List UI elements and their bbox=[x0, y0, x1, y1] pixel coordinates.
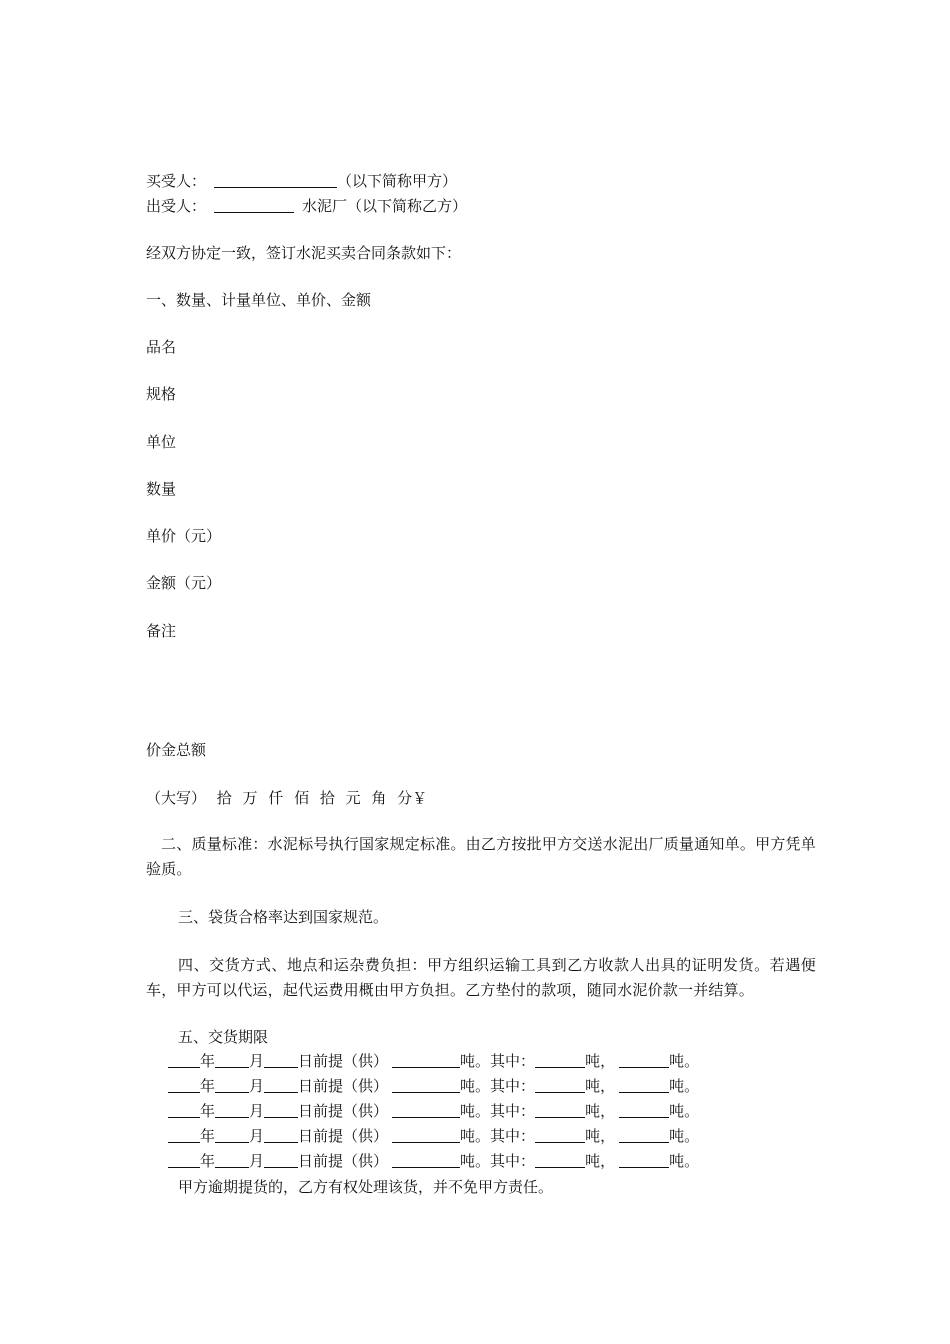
ton-part1-blank[interactable] bbox=[535, 1101, 585, 1118]
day-text: 日前提（供） bbox=[298, 1077, 389, 1095]
section3-bag-rate: 三、袋货合格率达到国家规范。 bbox=[178, 908, 389, 926]
ton-total-blank[interactable] bbox=[392, 1051, 460, 1068]
year-blank[interactable] bbox=[168, 1101, 200, 1118]
month-blank[interactable] bbox=[215, 1151, 249, 1168]
day-blank[interactable] bbox=[264, 1051, 298, 1068]
ton-total-blank[interactable] bbox=[392, 1126, 460, 1143]
day-blank[interactable] bbox=[264, 1126, 298, 1143]
ton-part1-blank[interactable] bbox=[535, 1126, 585, 1143]
field-quantity: 数量 bbox=[146, 480, 177, 498]
year-blank[interactable] bbox=[168, 1151, 200, 1168]
total-label: 价金总额 bbox=[146, 741, 207, 759]
buyer-label: 买受人： bbox=[146, 172, 207, 190]
day-text: 日前提（供） bbox=[298, 1052, 389, 1070]
ton-part2-blank[interactable] bbox=[619, 1126, 669, 1143]
year-label: 年 bbox=[200, 1152, 216, 1170]
field-unit-price: 单价（元） bbox=[146, 527, 222, 545]
ton-part2-blank[interactable] bbox=[619, 1151, 669, 1168]
ton-comma: 吨， bbox=[585, 1102, 616, 1120]
day-text: 日前提（供） bbox=[298, 1152, 389, 1170]
ton-text: 吨。其中： bbox=[460, 1102, 536, 1120]
day-blank[interactable] bbox=[264, 1101, 298, 1118]
buyer-name-blank[interactable] bbox=[214, 171, 337, 188]
ton-part1-blank[interactable] bbox=[535, 1051, 585, 1068]
ton-text: 吨。其中： bbox=[460, 1152, 536, 1170]
ton-part1-blank[interactable] bbox=[535, 1151, 585, 1168]
seller-line bbox=[146, 194, 467, 218]
day-blank[interactable] bbox=[264, 1076, 298, 1093]
day-blank[interactable] bbox=[264, 1151, 298, 1168]
ton-text: 吨。其中： bbox=[460, 1052, 536, 1070]
ton-total-blank[interactable] bbox=[392, 1076, 460, 1093]
day-text: 日前提（供） bbox=[298, 1127, 389, 1145]
ton-part2-blank[interactable] bbox=[619, 1076, 669, 1093]
field-remarks: 备注 bbox=[146, 622, 177, 640]
buyer-line bbox=[146, 169, 457, 193]
year-label: 年 bbox=[200, 1127, 216, 1145]
month-blank[interactable] bbox=[215, 1051, 249, 1068]
buyer-suffix: （以下简称甲方） bbox=[337, 172, 458, 190]
schedule-row bbox=[168, 1149, 699, 1173]
total-capital: （大写） 拾 万 仟 佰 拾 元 角 分￥ bbox=[146, 789, 428, 807]
ton-end: 吨。 bbox=[669, 1102, 700, 1120]
year-label: 年 bbox=[200, 1052, 216, 1070]
section4-delivery: 四、交货方式、地点和运杂费负担：甲方组织运输工具到乙方收款人出具的证明发货。若遇便车，甲方可以代运，起代运费用概由甲方负担。乙方垫付的款项，随同水泥价款一并结算。 bbox=[146, 956, 816, 999]
month-label: 月 bbox=[249, 1127, 265, 1145]
year-label: 年 bbox=[200, 1077, 216, 1095]
month-label: 月 bbox=[249, 1102, 265, 1120]
ton-end: 吨。 bbox=[669, 1152, 700, 1170]
seller-suffix: （以下简称乙方） bbox=[347, 197, 468, 215]
ton-total-blank[interactable] bbox=[392, 1101, 460, 1118]
schedule-row bbox=[168, 1074, 699, 1098]
ton-comma: 吨， bbox=[585, 1152, 616, 1170]
month-blank[interactable] bbox=[215, 1126, 249, 1143]
ton-text: 吨。其中： bbox=[460, 1077, 536, 1095]
section2-quality: 二、质量标准：水泥标号执行国家规定标准。由乙方按批甲方交送水泥出厂质量通知单。甲方凭单验质。 bbox=[146, 835, 816, 878]
ton-end: 吨。 bbox=[669, 1052, 700, 1070]
month-blank[interactable] bbox=[215, 1076, 249, 1093]
field-product-name: 品名 bbox=[146, 338, 177, 356]
field-specification: 规格 bbox=[146, 385, 177, 403]
section1-title: 一、数量、计量单位、单价、金额 bbox=[146, 291, 372, 309]
schedule-row bbox=[168, 1049, 699, 1073]
section5-note: 甲方逾期提货的，乙方有权处理该货，并不免甲方责任。 bbox=[178, 1178, 554, 1196]
month-blank[interactable] bbox=[215, 1101, 249, 1118]
seller-name-blank[interactable] bbox=[214, 196, 294, 213]
section5-title: 五、交货期限 bbox=[178, 1028, 269, 1046]
day-text: 日前提（供） bbox=[298, 1102, 389, 1120]
year-blank[interactable] bbox=[168, 1126, 200, 1143]
ton-comma: 吨， bbox=[585, 1127, 616, 1145]
seller-label: 出受人： bbox=[146, 197, 207, 215]
month-label: 月 bbox=[249, 1152, 265, 1170]
ton-comma: 吨， bbox=[585, 1077, 616, 1095]
ton-end: 吨。 bbox=[669, 1077, 700, 1095]
month-label: 月 bbox=[249, 1052, 265, 1070]
month-label: 月 bbox=[249, 1077, 265, 1095]
ton-comma: 吨， bbox=[585, 1052, 616, 1070]
year-label: 年 bbox=[200, 1102, 216, 1120]
ton-total-blank[interactable] bbox=[392, 1151, 460, 1168]
ton-part1-blank[interactable] bbox=[535, 1076, 585, 1093]
seller-factory: 水泥厂 bbox=[302, 197, 348, 215]
year-blank[interactable] bbox=[168, 1076, 200, 1093]
ton-text: 吨。其中： bbox=[460, 1127, 536, 1145]
ton-end: 吨。 bbox=[669, 1127, 700, 1145]
year-blank[interactable] bbox=[168, 1051, 200, 1068]
schedule-row bbox=[168, 1124, 699, 1148]
intro-text: 经双方协定一致，签订水泥买卖合同条款如下： bbox=[146, 244, 462, 262]
schedule-row bbox=[168, 1099, 699, 1123]
ton-part2-blank[interactable] bbox=[619, 1101, 669, 1118]
ton-part2-blank[interactable] bbox=[619, 1051, 669, 1068]
field-unit: 单位 bbox=[146, 433, 177, 451]
field-amount: 金额（元） bbox=[146, 574, 222, 592]
